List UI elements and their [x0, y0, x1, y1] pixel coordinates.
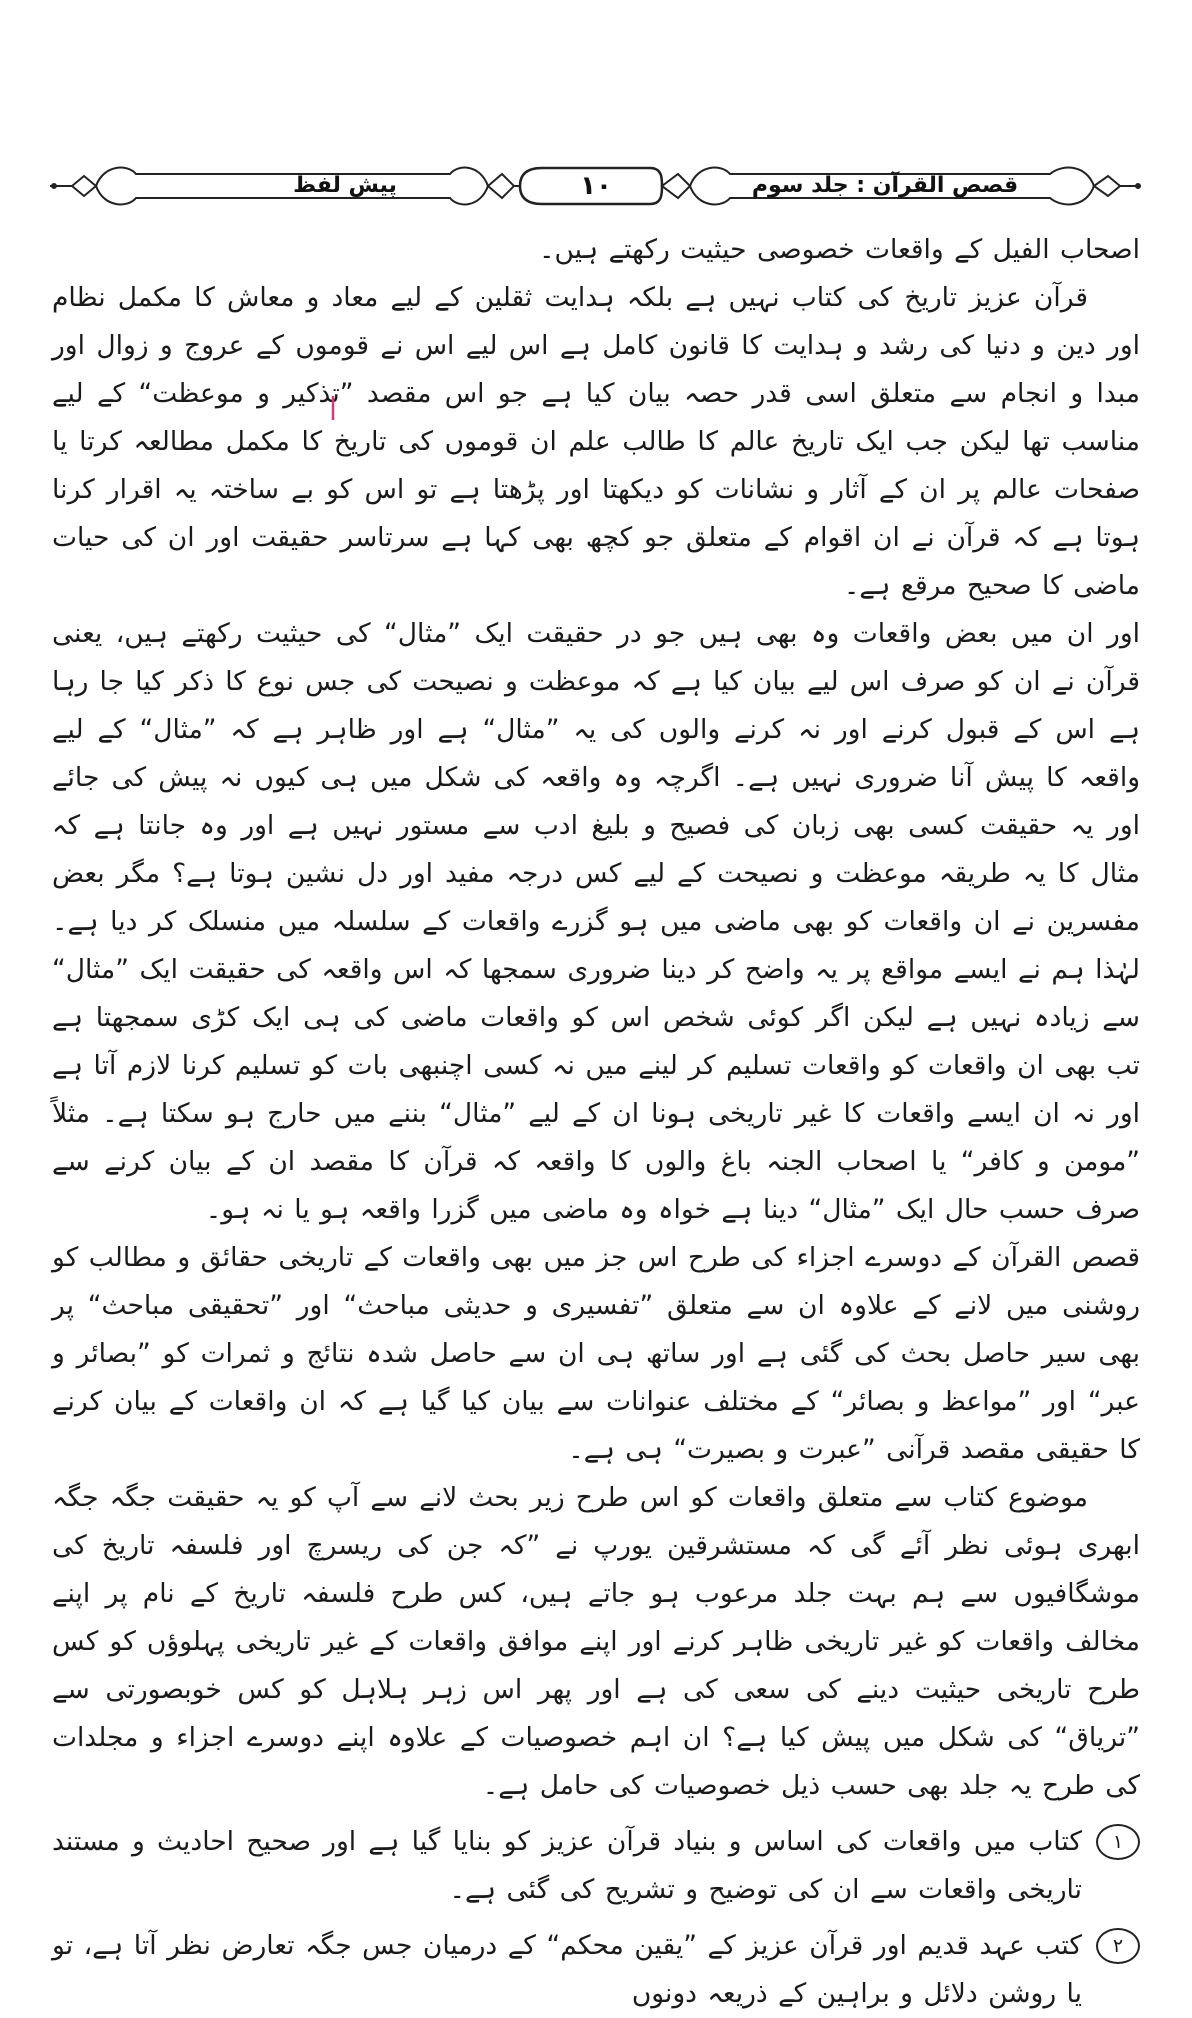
- paragraph: موضوع کتاب سے متعلق واقعات کو اس طرح زیر بحث لانے سے آپ کو یہ حقیقت جگہ جگہ ابھری ہوئی نظر آئے گی کہ مستشرقین یورپ نے ”کہ جن کی ریسرچ اور فلسفہ تاریخ کی موشگافیوں سے ہم بہت جلد مرعوب ہو جاتے ہیں، کس طرح فلسفہ تاریخ کے نام پر اپنے مخالف واقعات کو غیر تاریخی ظاہر کرنے اور اپنے موافق واقعات کے غیر تاریخی پہلوؤں کو کس طرح تاریخی حیثیت دینے کی سعی کی ہے اور پھر اس زہر ہلاہل کو کس خوبصورتی سے ”تریاق“ کی شکل میں پیش کیا ہے؟ ان اہم خصوصیات کے علاوہ اپنے دوسرے اجزاء و مجلدات کی طرح یہ جلد بھی حسب ذیل خصوصیات کی حامل ہے۔: [52, 1482, 1140, 1801]
- paragraph: اور ان میں بعض واقعات وہ بھی ہیں جو در حقیقت ایک ”مثال“ کی حیثیت رکھتے ہیں، یعنی قرآن نے ان کو صرف اس لیے بیان کیا ہے کہ موعظت و نصیحت کی جس نوع کا ذکر کیا جا رہا ہے اس کے قبول کرنے اور نہ کرنے والوں کی یہ ”مثال“ ہے اور ظاہر ہے کہ ”مثال“ کے لیے واقعہ کا پیش آنا ضروری نہیں ہے۔ اگرچہ وہ واقعہ کی شکل میں ہی کیوں نہ پیش کی جائے اور یہ حقیقت کسی بھی زبان کی فصیح و بلیغ ادب سے مستور نہیں ہے اور وہ جانتا ہے کہ مثال کا یہ طریقہ موعظت و نصیحت کے لیے کس درجہ مفید اور دل نشین ہوتا ہے؟ مگر بعض مفسرین نے ان واقعات کو بھی ماضی میں ہو گزرے واقعات کے سلسلہ میں منسلک کر دیا ہے۔ لہٰذا ہم نے ایسے مواقع پر یہ واضح کر دینا ضروری سمجھا کہ اس واقعہ کی حقیقت ایک ”مثال“ سے زیادہ نہیں ہے لیکن اگر کوئی شخص اس کو واقعات ماضی کی ہی ایک کڑی سمجھتا ہے تب بھی ان واقعات کو واقعات تسلیم کر لینے میں نہ کسی اچنبھی بات کو تسلیم کرنا لازم آتا ہے اور نہ ان ایسے واقعات کا غیر تاریخی ہونا ان کے لیے ”مثال“ بننے میں حارج ہو سکتا ہے۔ مثلاً ”مومن و کافر“ یا اصحاب الجنہ باغ والوں کا واقعہ کہ قرآن کا مقصد ان کے بیان کرنے سے صرف حسب حال ایک ”مثال“ دینا ہے خواہ وہ ماضی میں گزرا واقعہ ہو یا نہ ہو۔: [52, 618, 1140, 1225]
- paragraph: اصحاب الفیل کے واقعات خصوصی حیثیت رکھتے ہیں۔: [538, 234, 1140, 265]
- page-header: [50, 158, 1142, 214]
- list-number-badge: ۱: [1096, 1824, 1140, 1860]
- list-item-text: کتاب میں واقعات کی اساس و بنیاد قرآن عزیز کو بنایا گیا ہے اور صحیح احادیث و مستند تاریخی واقعات سے ان کی توضیح و تشریح کی گئی ہے۔: [52, 1826, 1082, 1905]
- paragraph: قصص القرآن کے دوسرے اجزاء کی طرح اس جز میں بھی واقعات کے تاریخی حقائق و مطالب کو روشنی میں لانے کے علاوہ ان سے متعلق ”تفسیری و حدیثی مباحث“ اور ”تحقیقی مباحث“ پر بھی سیر حاصل بحث کی گئی ہے اور ساتھ ہی ان سے حاصل شدہ نتائج و ثمرات کو ”بصائر و عبر“ اور ”مواعظ و بصائر“ کے مختلف عنوانات سے بیان کیا گیا ہے کہ ان واقعات کے بیان کرنے کا حقیقی مقصد قرآنی ”عبرت و بصیرت“ ہی ہے۔: [52, 1242, 1140, 1465]
- section-title: پیش لفظ: [293, 173, 397, 198]
- page-number: ۱۰: [580, 171, 612, 201]
- paragraph: قرآن عزیز تاریخ کی کتاب نہیں ہے بلکہ ہدایت ثقلین کے لیے معاد و معاش کا مکمل نظام اور دین و دنیا کی رشد و ہدایت کا قانون کامل ہے اس لیے اس نے قوموں کے عروج و زوال اور مبدا و انجام سے متعلق اسی قدر حصہ بیان کیا ہے جو اس مقصد ”تذکیر و موعظت“ کے لیے مناسب تھا لیکن جب ایک تاریخ عالم کا طالب علم ان قوموں کی تاریخ کا مکمل مطالعہ کرتا یا صفحات عالم پر ان کے آثار و نشانات کو دیکھتا اور پڑھتا ہے تو اس کو بے ساختہ یہ اقرار کرنا ہوتا ہے کہ قرآن نے ان اقوام کے متعلق جو کچھ بھی کہا ہے سرتاسر حقیقت اور ان کی حیات ماضی کا صحیح مرقع ہے۔: [52, 282, 1140, 601]
- running-title: قصص القرآن : جلد سوم: [751, 173, 1019, 198]
- list-item-text: کتب عہد قدیم اور قرآن عزیز کے ”یقین محکم“ کے درمیان جس جگہ تعارض نظر آتا ہے، تو یا روشن دلائل و براہین کے ذریعہ دونوں: [52, 1930, 1082, 2009]
- page-body: [52, 226, 1140, 2018]
- list-item: [52, 1922, 1140, 2018]
- list-item: [52, 1818, 1140, 1914]
- list-number-badge: ۲: [1096, 1928, 1140, 1964]
